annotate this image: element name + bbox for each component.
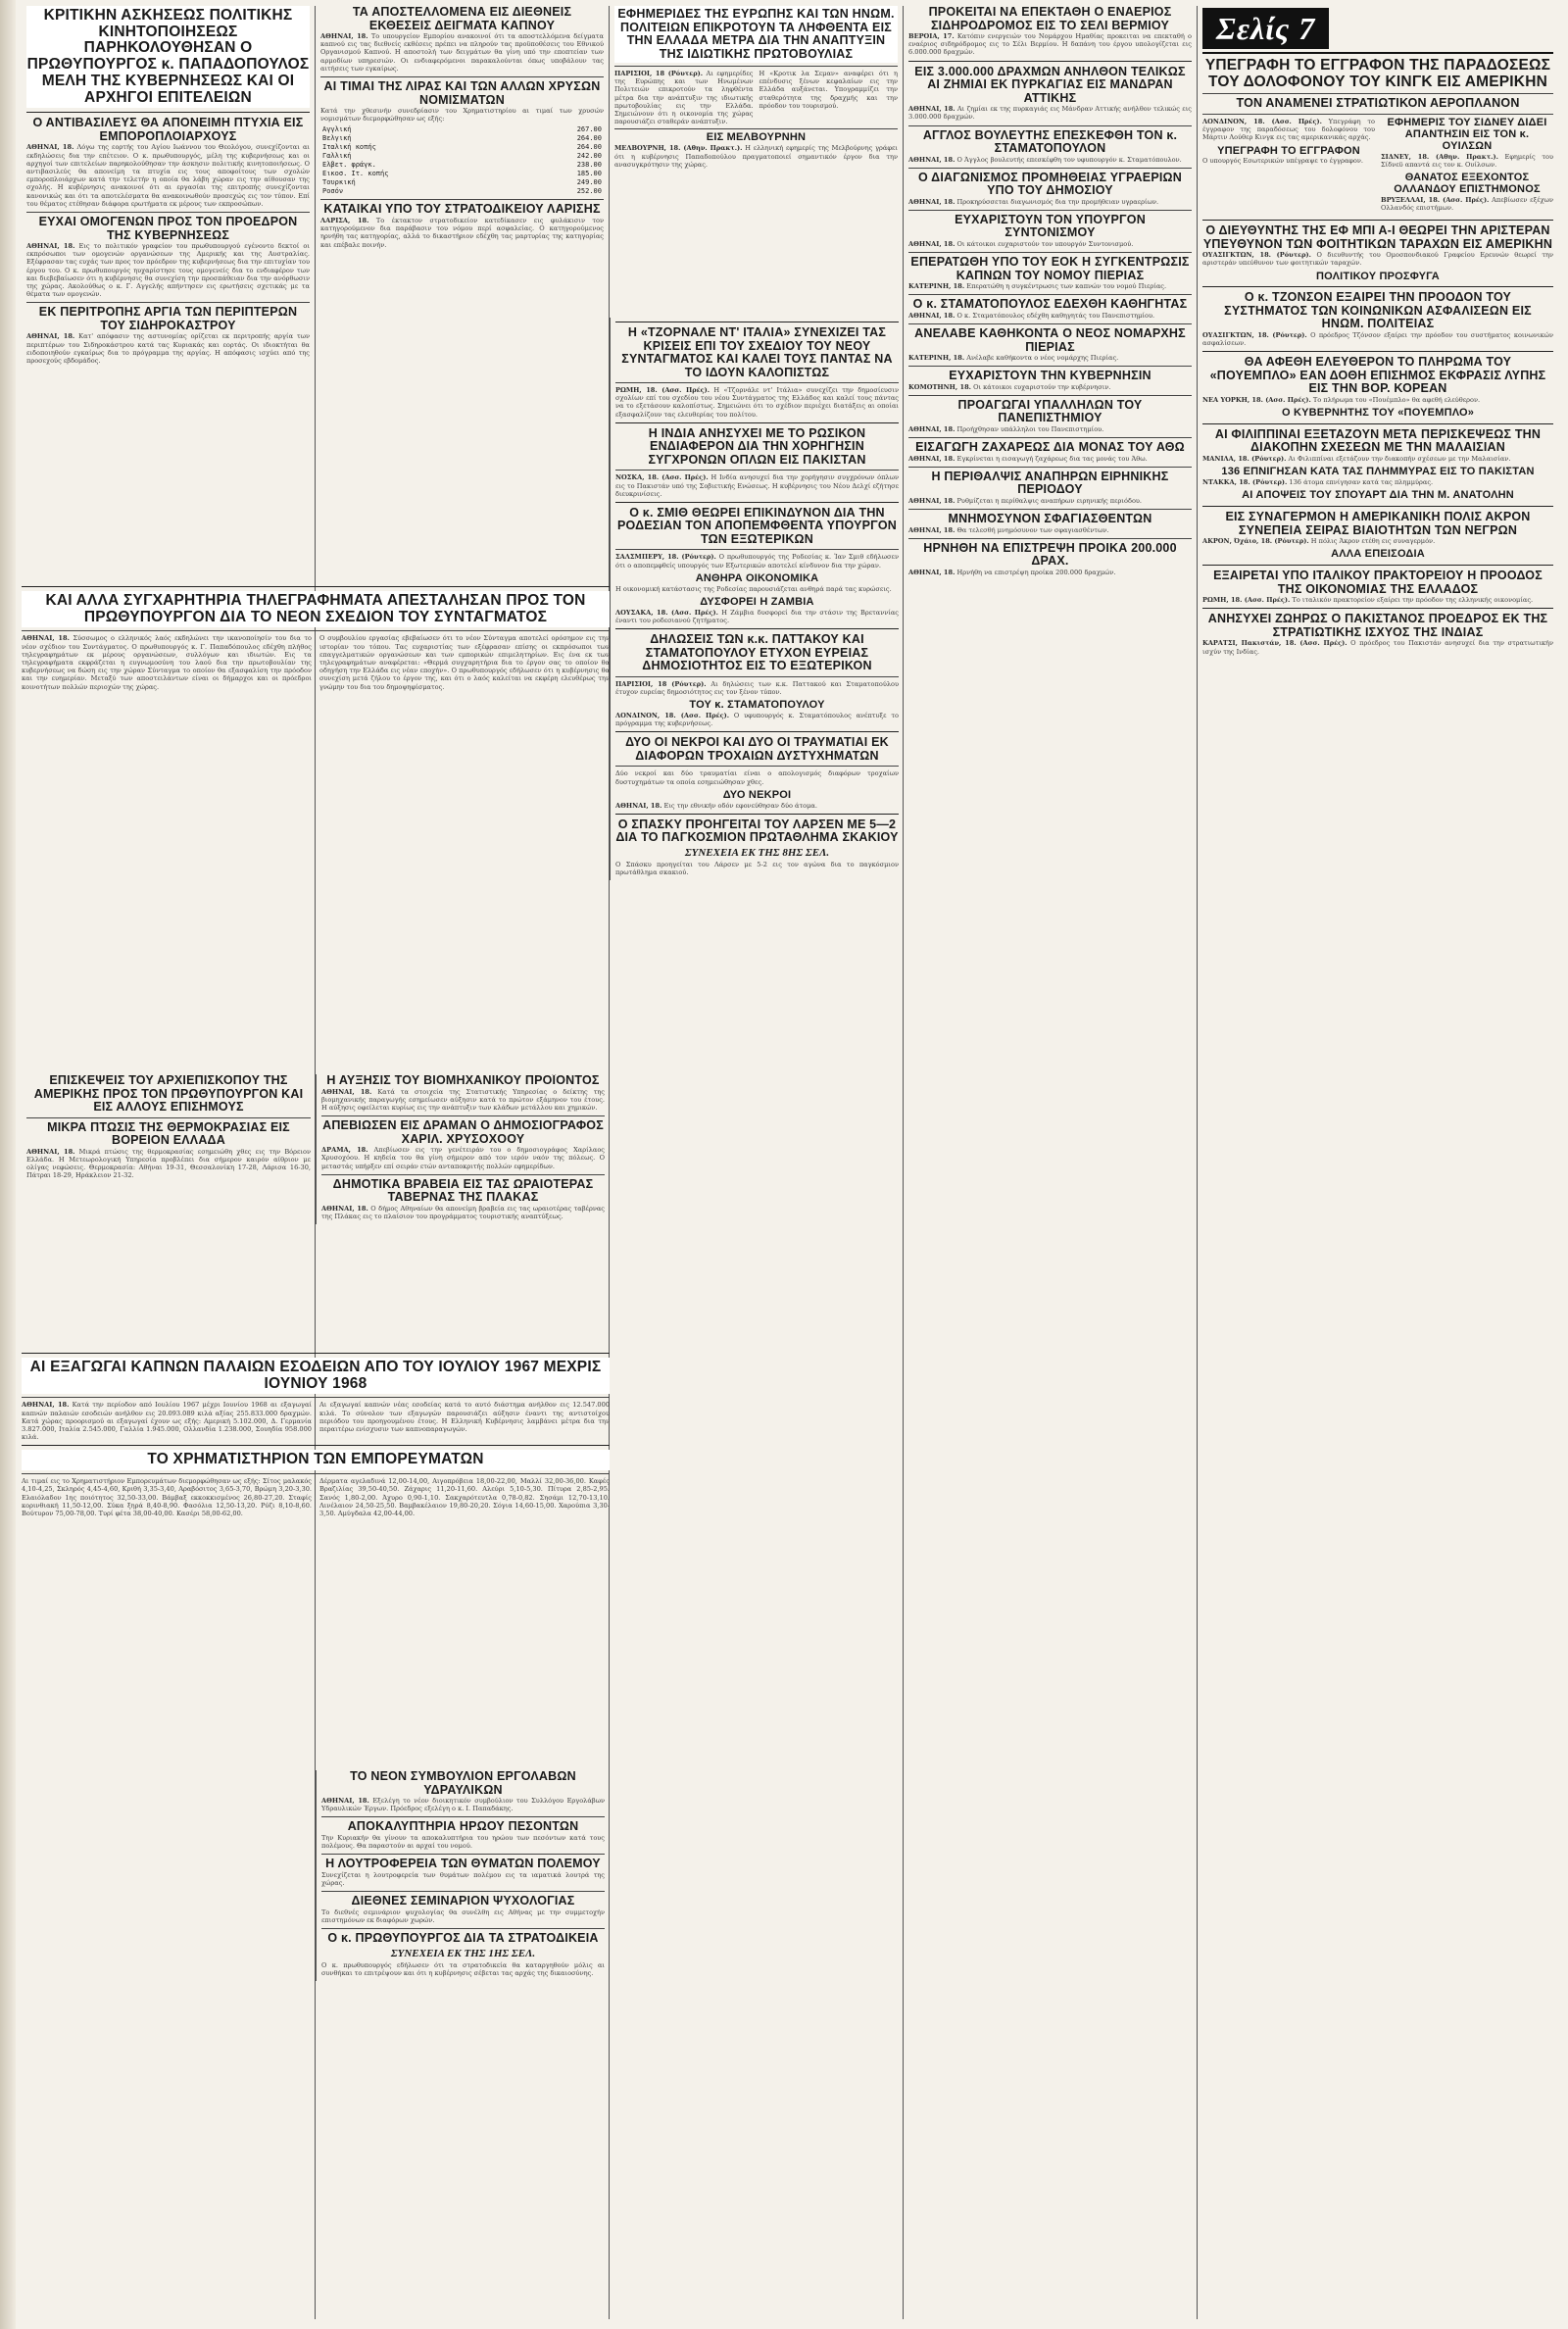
coin-price: 238.00 bbox=[576, 161, 602, 170]
headline-fbi-director: Ο ΔΙΕΥΘΥΝΤΗΣ ΤΗΣ ΕΦ ΜΠΙ Α-Ι ΘΕΩΡΕΙ ΤΗΝ ΑΡΙΣΤΕΡΑΝ ΥΠΕΥΘΥΝΟΝ ΤΩΝ ΦΟΙΤΗΤΙΚΩΝ ΤΑΡΑΧΩΝ ΕΙΣ ΑΜΕΡΙΚΗΝ bbox=[1202, 223, 1553, 251]
headline-king-extradition: ΥΠΕΓΡΑΦΗ ΤΟ ΕΓΓΡΑΦΟΝ ΤΗΣ ΠΑΡΑΔΟΣΕΩΣ ΤΟΥ ΔΟΛΟΦΟΝΟΥ ΤΟΥ ΚΙΝΓΚ ΕΙΣ ΑΜΕΡΙΚΗΝ bbox=[1204, 57, 1551, 90]
headline-thank-government: ΕΥΧΑΡΙΣΤΟΥΝ ΤΗΝ ΚΥΒΕΡΝΗΣΙΝ bbox=[949, 369, 1152, 383]
price-row bbox=[320, 152, 604, 161]
headline-italian-agency: ΕΞΑΙΡΕΤΑΙ ΥΠΟ ΙΤΑΛΙΚΟΥ ΠΡΑΚΤΟΡΕΙΟΥ Η ΠΡΟΟΔΟΣ ΤΗΣ ΟΙΚΟΝΟΜΙΑΣ ΤΗΣ ΕΛΛΑΔΟΣ bbox=[1213, 569, 1543, 596]
subheadline-zambia: ΔΥΣΦΟΡΕΙ Η ΖΑΜΒΙΑ bbox=[700, 595, 814, 608]
coin-name: Ροσόν bbox=[322, 187, 344, 196]
subheadline-war-victims: Η ΛΟΥΤΡΟΦΕΡΕΙΑ ΤΩΝ ΘΥΜΑΤΩΝ ΠΟΛΕΜΟΥ bbox=[325, 1857, 601, 1871]
headline-sugar-athos: ΕΙΣΑΓΩΓΗ ΖΑΧΑΡΕΩΣ ΔΙΑ ΜΟΝΑΣ ΤΟΥ ΑΘΩ bbox=[915, 440, 1185, 455]
continuation-label: ΣΥΝΕΧΕΙΑ ΕΚ ΤΗΣ 8ΗΣ ΣΕΛ. bbox=[684, 846, 830, 859]
headline-archbishop: ΕΠΙΣΚΕΨΕΙΣ ΤΟΥ ΑΡΧΙΕΠΙΣΚΟΠΟΥ ΤΗΣ ΑΜΕΡΙΚΗΣ ΠΡΟΣ ΤΟΝ ΠΡΩΘΥΠΟΥΡΓΟΝ ΚΑΙ ΕΙΣ ΑΛΛΟΥΣ ΕΠΙΣΗΜΟΥΣ bbox=[33, 1074, 304, 1114]
coin-price: 264.00 bbox=[576, 143, 602, 152]
headline-british-mp: ΑΓΓΛΟΣ ΒΟΥΛΕΥΤΗΣ ΕΠΕΣΚΕΦΘΗ ΤΟΝ κ. ΣΤΑΜΑΤΟΠΟΥΛΟΝ bbox=[922, 127, 1178, 156]
headline-thank-minister: ΕΥΧΑΡΙΣΤΟΥΝ ΤΟΝ ΥΠΟΥΡΓΟΝ ΣΥΝΤΟΝΙΣΜΟΥ bbox=[955, 212, 1146, 240]
headline-disabled-care: Η ΠΕΡΙΘΑΛΨΙΣ ΑΝΑΠΗΡΩΝ ΕΙΡΗΝΙΚΗΣ ΠΕΡΙΟΔΟΥ bbox=[931, 469, 1169, 497]
subheadline-pm-courts: Ο κ. ΠΡΩΘΥΠΟΥΡΓΟΣ ΔΙΑ ΤΑ ΣΤΡΑΤΟΔΙΚΕΙΑ bbox=[327, 1931, 599, 1946]
subheadline-signed: ΥΠΕΓΡΑΦΗ ΤΟ ΕΓΓΡΑΦΟΝ bbox=[1217, 144, 1360, 157]
headline-fire-damages: ΕΙΣ 3.000.000 ΔΡΑΧΜΩΝ ΑΝΗΛΘΟΝ ΤΕΛΙΚΩΣ ΑΙ ΖΗΜΙΑΙ ΕΚ ΠΥΡΚΑΓΙΑΣ ΕΙΣ ΜΑΝΔΡΑΝ ΑΤΤΙΚΗΣ bbox=[914, 64, 1186, 105]
article-body: ΑΘΗΝΑΙ, 18. Το υπουργείον Εμπορίου ανακοινοί ότι τα αποστελλόμενα δείγματα καπνού εις τας διεθνείς εκθέσεις πρέπει να πληρούν τας προϋποθέσεις του Εθνικού Οργανισμού Καπνού. Η αποστολή των δειγμάτων θα γίνη υπό την εποπτείαν των αρμοδίων υπηρεσιών. Οι ενδιαφερόμενοι παρακαλούνται όπως υποβάλουν τας αιτήσεις των εγκαίρως. bbox=[320, 32, 604, 73]
continuation-label: ΣΥΝΕΧΕΙΑ ΕΚ ΤΗΣ 1ΗΣ ΣΕΛ. bbox=[390, 1947, 536, 1959]
coin-name: Γαλλική bbox=[322, 152, 352, 161]
coin-name: Βελγική bbox=[322, 134, 352, 143]
subheadline-pueblo-captain: Ο ΚΥΒΕΡΝΗΤΗΣ ΤΟΥ «ΠΟΥΕΜΠΛΟ» bbox=[1281, 407, 1475, 420]
coin-price: 267.00 bbox=[576, 125, 602, 134]
headline-stamatopoulos-professors: Ο κ. ΣΤΑΜΑΤΟΠΟΥΛΟΣ ΕΔΕΧΘΗ ΚΑΘΗΓΗΤΑΣ bbox=[912, 297, 1188, 312]
article-body: ΛΑΡΙΣΑ, 18. Το έκτακτον στρατοδικείον κατεδίκασεν εις φυλάκισιν τον κατηγορούμενον δια παράβασιν του νόμου περί ασφαλείας. Ο κατηγορούμενος ηρνήθη τας κατηγορίας, αλλά το δικαστήριον εδέχθη τας μαρτυρίας της κατηγορίας και επέβαλε ποινήν. bbox=[320, 216, 604, 249]
subheadline-tobacco-samples: ΤΑ ΑΠΟΣΤΕΛΛΟΜΕΝΑ ΕΙΣ ΔΙΕΘΝΕΙΣ ΕΚΘΕΣΕΙΣ ΔΕΙΓΜΑΤΑ ΚΑΠΝΟΥ bbox=[352, 6, 572, 32]
headline-india-russia: Η ΙΝΔΙΑ ΑΝΗΣΥΧΕΙ ΜΕ ΤΟ ΡΩΣΙΚΟΝ ΕΝΔΙΑΦΕΡΟΝ ΔΙΑ ΤΗΝ ΧΟΡΗΓΗΣΙΝ ΣΥΓΧΡΟΝΩΝ ΟΠΛΩΝ ΕΙΣ ΠΑΚΙΣΤΑΝ bbox=[648, 425, 866, 467]
subheadline-two-dead: ΔΥΟ ΝΕΚΡΟΙ bbox=[722, 788, 792, 801]
price-row bbox=[320, 134, 604, 143]
headline-gas-tender: Ο ΔΙΑΓΩΝΙΣΜΟΣ ΠΡΟΜΗΘΕΙΑΣ ΥΓΡΑΕΡΙΩΝ ΥΠΟ ΤΟΥ ΔΗΜΟΣΙΟΥ bbox=[918, 170, 1182, 198]
coin-price: 185.00 bbox=[576, 170, 602, 178]
headline-university-staff: ΠΡΟΑΓΩΓΑΙ ΥΠΑΛΛΗΛΩΝ ΤΟΥ ΠΑΝΕΠΙΣΤΗΜΙΟΥ bbox=[957, 397, 1143, 425]
subheadline-stewart: ΑΙ ΑΠΟΨΕΙΣ ΤΟΥ ΣΠΟΥΑΡΤ ΔΙΑ ΤΗΝ Μ. ΑΝΑΤΟΛΗΝ bbox=[1242, 489, 1514, 502]
subheadline-refugee: ΠΟΛΙΤΙΚΟΥ ΠΡΟΣΦΥΓΑ bbox=[1316, 270, 1440, 282]
column-3-stack: Η «ΤΖΟΡΝΑΛΕ ΝΤ' ΙΤΑΛΙΑ» ΣΥΝΕΧΙΖΕΙ ΤΑΣ ΚΡΙΣΕΙΣ ΕΠΙ ΤΟΥ ΣΧΕΔΙΟΥ ΤΟΥ ΝΕΟΥ ΣΥΝΤΑΓΜΑΤΟΣ ΚΑΙ ΚΑΛΕΙ ΤΟΥΣ ΠΑΝΤΑΣ ΝΑ ΤΟ ΙΔΟΥΝ ΚΑΛΟΠΙΣΤΩΣ ΡΩΜΗ, 18. (Ασσ. Πρές). Η «Τζορνάλε ντ' Ιτάλια» συνεχίζει την δημοσίευσιν σχολίων επί του σχεδίου του νέου Συντάγματος της Ελλάδος και καλεί τους πάντας να το εξετάσουν καλοπίστως. Σημειώνει ότι το σχέδιον περιέχει διατάξεις αι οποίαι εξασφαλίζουν τας ελευθερίας του πολίτου. Η ΙΝΔΙΑ ΑΝΗΣΥΧΕΙ ΜΕ ΤΟ ΡΩΣΙΚΟΝ ΕΝΔΙΑΦΕΡΟΝ ΔΙΑ ΤΗΝ ΧΟΡΗΓΗΣΙΝ ΣΥΓΧΡΟΝΩΝ ΟΠΛΩΝ ΕΙΣ ΠΑΚΙΣΤΑΝ ΝΟΣΚΑ, 18. (Ασσ. Πρές). Η Ινδία ανησυχεί δια την χορήγησιν συγχρόνων όπλων εις το Πακιστάν υπό της Σοβιετικής Ενώσεως. Η κυβέρνησις του Νέου Δελχί εζήτησε διευκρινίσεις. Ο κ. ΣΜΙΘ ΘΕΩΡΕΙ ΕΠΙΚΙΝΔΥΝΟΝ ΔΙΑ ΤΗΝ ΡΟΔΕΣΙΑΝ ΤΟΝ ΑΠΟΠΕΜΦΘΕΝΤΑ ΥΠΟΥΡΓΟΝ ΤΩΝ ΕΞΩΤΕΡΙΚΩΝ ΣΑΛΣΜΠΕΡΥ, 18. (Ρόυτερ). Ο πρωθυπουργός της Ροδεσίας κ. Ίαν Σμιθ εδήλωσεν ότι ο αποπεμφθείς υπουργός των Εξωτερικών αποτελεί κίνδυνον δια την χώραν. ΑΝΘΗΡΑ ΟΙΚΟΝΟΜΙΚΑ Η οικονομική κατάστασις της Ροδεσίας παρουσιάζεται ανθηρά παρά τας κυρώσεις. ΔΥΣΦΟΡΕΙ Η ΖΑΜΒΙΑ ΛΟΥΣΑΚΑ, 18. (Ασσ. Πρές). Η Ζάμβια δυσφορεί δια την στάσιν της Βρεταννίας έναντι του ροδεσιανού ζητήματος. ΔΗΛΩΣΕΙΣ ΤΩΝ κ.κ. ΠΑΤΤΑΚΟΥ ΚΑΙ ΣΤΑΜΑΤΟΠΟΥΛΟΥ ΕΤΥΧΟΝ ΕΥΡΕΙΑΣ ΔΗΜΟΣΙΟΤΗΤΟΣ ΕΙΣ ΤΟ ΕΞΩΤΕΡΙΚΟΝ ΠΑΡΙΣΙΟΙ, 18 (Ρόυτερ). Αι δηλώσεις των κ.κ. Παττακού και Σταματοπούλου έτυχον ευρείας δημοσιότητος εις τον ξένον τύπον. ΤΟΥ κ. ΣΤΑΜΑΤΟΠΟΥΛΟΥ ΛΟΝΔΙΝΟΝ, 18. (Ασσ. Πρές). Ο υφυπουργός κ. Σταματόπουλος ανέπτυξε το πρόγραμμα της κυβερνήσεως. ΔΥΟ ΟΙ ΝΕΚΡΟΙ ΚΑΙ ΔΥΟ ΟΙ ΤΡΑΥΜΑΤΙΑΙ ΕΚ ΔΙΑΦΟΡΩΝ ΤΡΟΧΑΙΩΝ ΔΥΣΤΥΧΗΜΑΤΩΝ Δύο νεκροί και δύο τραυματίαι είναι ο απολογισμός διαφόρων τροχαίων δυστυχημάτων τα οποία εσημειώθησαν χθες. ΔΥΟ ΝΕΚΡΟΙ ΑΘΗΝΑΙ, 18. Εις την εθνικήν οδόν εφονεύθησαν δύο άτομα. Ο ΣΠΑΣΚΥ ΠΡΟΗΓΕΙΤΑΙ ΤΟΥ ΛΑΡΣΕΝ ΜΕ 5—2 ΔΙΑ ΤΟ ΠΑΓΚΟΣΜΙΟΝ ΠΡΩΤΑΘΛΗΜΑ ΣΚΑΚΙΟΥ ΣΥΝΕΧΕΙΑ ΕΚ ΤΗΣ 8ΗΣ ΣΕΛ. Ο Σπάσκυ προηγείται του Λάρσεν με 5-2 εις τον αγώνα δια το παγκόσμιον πρωτάθλημα σκακιού. bbox=[610, 318, 904, 880]
headline-pakistan-india: ΑΝΗΣΥΧΕΙ ΖΩΗΡΩΣ Ο ΠΑΚΙΣΤΑΝΟΣ ΠΡΟΕΔΡΟΣ ΕΚ ΤΗΣ ΣΤΡΑΤΙΩΤΙΚΗΣ ΙΣΧΥΟΣ ΤΗΣ ΙΝΔΙΑΣ bbox=[1207, 612, 1548, 639]
price-row bbox=[320, 143, 604, 152]
headline-spassky-chess: Ο ΣΠΑΣΚΥ ΠΡΟΗΓΕΙΤΑΙ ΤΟΥ ΛΑΡΣΕΝ ΜΕ 5—2 ΔΙΑ ΤΟ ΠΑΓΚΟΣΜΙΟΝ ΠΡΩΤΑΘΛΗΜΑ ΣΚΑΚΙΟΥ bbox=[615, 817, 899, 845]
headline-johnson-insurance: Ο κ. ΤΖΟΝΣΟΝ ΕΞΑΙΡΕΙ ΤΗΝ ΠΡΟΟΔΟΝ ΤΟΥ ΣΥΣΤΗΜΑΤΟΣ ΤΩΝ ΚΟΙΝΩΝΙΚΩΝ ΑΣΦΑΛΙΣΕΩΝ ΕΙΣ ΗΝΩΜ. ΠΟΛΙΤΕΙΑΣ bbox=[1224, 290, 1532, 331]
coin-name: Τουρκική bbox=[322, 178, 356, 187]
coin-price: 249.00 bbox=[576, 178, 602, 187]
subheadline-tavernas: ΔΗΜΟΤΙΚΑ ΒΡΑΒΕΙΑ ΕΙΣ ΤΑΣ ΩΡΑΙΟΤΕΡΑΣ ΤΑΒΕΡΝΑΣ ΤΗΣ ΠΛΑΚΑΣ bbox=[332, 1176, 594, 1205]
subheadline-court: ΚΑΤΑΙΚΑΙ ΥΠΟ ΤΟΥ ΣΤΡΑΤΟΔΙΚΕΙΟΥ ΛΑΡΙΣΗΣ bbox=[323, 202, 601, 217]
article-body: ΑΘΗΝΑΙ, 18. Λόγω της εορτής του Αγίου Ιωάννου του Θεολόγου, συνεχίζονται αι εκδηλώσεις δια την επέτειον. Ο κ. πρωθυπουργός, μέλη της κυβερνήσεως και οι αρχηγοί των επιτελείων παρηκολούθησαν την άσκησιν πολιτικής κινητοποιήσεως. Ο αντιβασιλεύς θα απονείμη τα πτυχία εις τους αποφοίτους των σχολών εμποροπλοιάρχων κατά την τελετήν η οποία θα λάβη χώραν εις την αίθουσαν της σχολής. Η κυβέρνησις ανακοινοί ότι αι εργασίαι της επιτροπής συνεχίζονται κανονικώς και ότι τα αποτελέσματα θα ανακοινωθούν προσεχώς εις τον τύπον. Επί του θέματος ετέθησαν διάφορα ερωτήματα εκ μέρους των εκπροσώπων. bbox=[26, 143, 310, 208]
article-body: Κατά την χθεσινήν συνεδρίασιν του Χρηματιστηρίου αι τιμαί των χρυσών νομισμάτων διεμορφώθησαν ως εξής: bbox=[320, 107, 604, 124]
headline-tobacco-pieria: ΕΠΕΡΑΤΩΘΗ ΥΠΟ ΤΟΥ ΕΟΚ Η ΣΥΓΚΕΝΤΡΩΣΙΣ ΚΑΠΝΩΝ ΤΟΥ ΝΟΜΟΥ ΠΙΕΡΙΑΣ bbox=[910, 255, 1190, 282]
subheadline-temperature: ΜΙΚΡΑ ΠΤΩΣΙΣ ΤΗΣ ΘΕΡΜΟΚΡΑΣΙΑΣ ΕΙΣ ΒΟΡΕΙΟΝ ΕΛΛΑΔΑ bbox=[47, 1119, 290, 1147]
headline-pueblo: ΘΑ ΑΦΕΘΗ ΕΛΕΥΘΕΡΟΝ ΤΟ ΠΛΗΡΩΜΑ ΤΟΥ «ΠΟΥΕΜΠΛΟ» ΕΑΝ ΔΟΘΗ ΕΠΙΣΗΜΟΣ ΕΚΦΡΑΣΙΣ ΛΥΠΗΣ ΕΙΣ ΤΗΝ ΒΟΡ. ΚΟΡΕΑΝ bbox=[1209, 355, 1546, 396]
headline-philippines: ΑΙ ΦΙΛΙΠΠΙΝΑΙ ΕΞΕΤΑΖΟΥΝ ΜΕΤΑ ΠΕΡΙΣΚΕΨΕΩΣ ΤΗΝ ΔΙΑΚΟΠΗΝ ΣΧΕΣΕΩΝ ΜΕ ΤΗΝ ΜΑΛΑΙΣΙΑΝ bbox=[1214, 426, 1542, 455]
price-row bbox=[320, 161, 604, 170]
subheadline-plumbers: ΤΟ ΝΕΟΝ ΣΥΜΒΟΥΛΙΟΝ ΕΡΓΟΛΑΒΩΝ ΥΔΡΑΥΛΙΚΩΝ bbox=[350, 1770, 576, 1797]
subheadline-psychology: ΔΙΕΘΝΕΣ ΣΕΜΙΝΑΡΙΟΝ ΨΥΧΟΛΟΓΙΑΣ bbox=[351, 1894, 575, 1908]
column-3: ΕΦΗΜΕΡΙΔΕΣ ΤΗΣ ΕΥΡΩΠΗΣ ΚΑΙ ΤΩΝ ΗΝΩΜ. ΠΟΛΙΤΕΙΩΝ ΕΠΙΚΡΟΤΟΥΝ ΤΑ ΛΗΦΘΕΝΤΑ ΕΙΣ ΤΗΝ ΕΛΛΑΔΑ ΜΕΤΡΑ ΔΙΑ ΤΗΝ ΑΝΑΠΤΥΞΙΝ ΤΗΣ ΙΔΙΩΤΙΚΗΣ ΠΡΩΤΟΒΟΥΛΙΑΣ ΠΑΡΙΣΙΟΙ, 18 (Ρόυτερ). Αι εφημερίδες της Ευρώπης και των Ηνωμένων Πολιτειών επικροτούν τα ληφθέντα μέτρα δια την ανάπτυξιν της ιδιωτικής πρωτοβουλίας εις την Ελλάδα. Σημειώνουν ότι η οικονομία της χώρας παρουσιάζει σταθεράν ανάπτυξιν. Η «Κροτικ λα Σεμαν» αναφέρει ότι η επένδυσις ξένων κεφαλαίων εις την Ελλάδα αυξάνεται. Υπογραμμίζει την σταθερότητα της δραχμής και την πρόοδον του τουρισμού. ΕΙΣ ΜΕΛΒΟΥΡΝΗΝ ΜΕΛΒΟΥΡΝΗ, 18. (Αθην. Πρακτ.). Η ελληνική εφημερίς της Μελβούρνης γράφει ότι η κυβέρνησις Παπαδοπούλου πραγματοποιεί σημαντικόν έργον δια την ανασυγκρότησιν της χώρας. bbox=[610, 6, 904, 2319]
price-row bbox=[320, 187, 604, 196]
subheadline-melbourne: ΕΙΣ ΜΕΛΒΟΥΡΝΗΝ bbox=[706, 131, 807, 144]
headline-dowry: ΗΡΝΗΘΗ ΝΑ ΕΠΙΣΤΡΕΨΗ ΠΡΟΙΚΑ 200.000 ΔΡΑΧ. bbox=[923, 540, 1177, 569]
headline-pattakos-statements: ΔΗΛΩΣΕΙΣ ΤΩΝ κ.κ. ΠΑΤΤΑΚΟΥ ΚΑΙ ΣΤΑΜΑΤΟΠΟΥΛΟΥ ΕΤΥΧΟΝ ΕΥΡΕΙΑΣ ΔΗΜΟΣΙΟΤΗΤΟΣ ΕΙΣ ΤΟ ΕΞΩΤΕΡΙΚΟΝ bbox=[642, 632, 872, 673]
price-row bbox=[320, 125, 604, 134]
coin-name: Ιταλική κοπής bbox=[322, 143, 376, 152]
coin-name: Αγγλική bbox=[322, 125, 352, 134]
coin-name: Ελβετ. φράγκ. bbox=[322, 161, 376, 170]
headline-telegrams: ΚΑΙ ΑΛΛΑ ΣΥΓΧΑΡΗΤΗΡΙΑ ΤΗΛΕΓΡΑΦΗΜΑΤΑ ΑΠΕΣΤΑΛΗΣΑΝ ΠΡΟΣ ΤΟΝ ΠΡΩΘΥΠΟΥΡΓΟΝ ΔΙΑ ΤΟ ΝΕΟΝ ΣΧΕΔΙΟΝ ΤΟΥ ΣΥΝΤΑΓΜΑΤΟΣ bbox=[22, 591, 610, 627]
coin-name: Εικοσ. Ιτ. κοπής bbox=[322, 170, 389, 178]
subheadline-sydney-paper: ΕΦΗΜΕΡΙΣ ΤΟΥ ΣΙΔΝΕΥ ΔΙΔΕΙ ΑΠΑΝΤΗΣΙΝ ΕΙΣ ΤΟΝ κ. ΟΥΙΛΣΩΝ bbox=[1387, 116, 1547, 152]
price-row bbox=[320, 170, 604, 178]
column-2-lower: ΤΟ ΝΕΟΝ ΣΥΜΒΟΥΛΙΟΝ ΕΡΓΟΛΑΒΩΝ ΥΔΡΑΥΛΙΚΩΝ ΑΘΗΝΑΙ, 18. Εξελέγη το νέον διοικητικόν συμβούλιον του Συλλόγου Εργολάβων Υδραυλικών Έργων. Πρόεδρος εξελέγη ο κ. Ι. Παπαδάκης. ΑΠΟΚΑΛΥΠΤΗΡΙΑ ΗΡΩΟΥ ΠΕΣΟΝΤΩΝ Την Κυριακήν θα γίνουν τα αποκαλυπτήρια του ηρώου των πεσόντων κατά τους πολέμους. Θα παραστούν αι αρχαί του νομού. Η ΛΟΥΤΡΟΦΕΡΕΙΑ ΤΩΝ ΘΥΜΑΤΩΝ ΠΟΛΕΜΟΥ Συνεχίζεται η λουτροφερεία των θυμάτων πολέμου εις τα ιαματικά λουτρά της χώρας. ΔΙΕΘΝΕΣ ΣΕΜΙΝΑΡΙΟΝ ΨΥΧΟΛΟΓΙΑΣ Το διεθνές σεμινάριον ψυχολογίας θα συνέλθη εις Αθήνας με την συμμετοχήν επιστημόνων εκ διαφόρων χωρών. Ο κ. ΠΡΩΘΥΠΟΥΡΓΟΣ ΔΙΑ ΤΑ ΣΤΡΑΤΟΔΙΚΕΙΑ ΣΥΝΕΧΕΙΑ ΕΚ ΤΗΣ 1ΗΣ ΣΕΛ. Ο κ. πρωθυπουργός εδήλωσεν ότι τα στρατοδικεία θα καταργηθούν μόλις αι συνθήκαι το επιτρέψουν και ότι η κυβέρνησις σέβεται τας αρχάς της δικαιοσύνης. bbox=[316, 1770, 610, 1981]
coin-price: 264.00 bbox=[576, 134, 602, 143]
page-badge bbox=[1202, 8, 1553, 54]
subheadline-industry: Η ΑΥΞΗΣΙΣ ΤΟΥ ΒΙΟΜΗΧΑΝΙΚΟΥ ΠΡΟΪΟΝΤΟΣ bbox=[326, 1074, 600, 1087]
headline-smith-rhodesia: Ο κ. ΣΜΙΘ ΘΕΩΡΕΙ ΕΠΙΚΙΝΔΥΝΟΝ ΔΙΑ ΤΗΝ ΡΟΔΕΣΙΑΝ ΤΟΝ ΑΠΟΠΕΜΦΘΕΝΤΑ ΥΠΟΥΡΓΟΝ ΤΩΝ ΕΞΩΤΕΡΙΚΩΝ bbox=[616, 505, 898, 546]
column-1-middle: ΕΠΙΣΚΕΨΕΙΣ ΤΟΥ ΑΡΧΙΕΠΙΣΚΟΠΟΥ ΤΗΣ ΑΜΕΡΙΚΗΣ ΠΡΟΣ ΤΟΝ ΠΡΩΘΥΠΟΥΡΓΟΝ ΚΑΙ ΕΙΣ ΑΛΛΟΥΣ ΕΠΙΣΗΜΟΥΣ ΜΙΚΡΑ ΠΤΩΣΙΣ ΤΗΣ ΘΕΡΜΟΚΡΑΣΙΑΣ ΕΙΣ ΒΟΡΕΙΟΝ ΕΛΛΑΔΑ ΑΘΗΝΑΙ, 18. Μικρά πτώσις της θερμοκρασίας εσημειώθη χθες εις την Βόρειον Ελλάδα. Η Μετεωρολογική Υπηρεσία προβλέπει δια σήμερον καιρόν αίθριον με ολίγας νεφώσεις. Θερμοκρασία: Αθήναι 19-31, Θεσσαλονίκη 17-28, Λάρισα 16-30, Πάτραι 18-29, Ηράκλειον 21-32. bbox=[26, 1074, 311, 1180]
coin-price: 242.00 bbox=[576, 152, 602, 161]
subheadline-journalist: ΑΠΕΒΙΩΣΕΝ ΕΙΣ ΔΡΑΜΑΝ Ο ΔΗΜΟΣΙΟΓΡΑΦΟΣ ΧΑΡΙΛ. ΧΡΥΣΟΧΟΟΥ bbox=[322, 1118, 604, 1146]
column-2-middle: Η ΑΥΞΗΣΙΣ ΤΟΥ ΒΙΟΜΗΧΑΝΙΚΟΥ ΠΡΟΪΟΝΤΟΣ ΑΘΗΝΑΙ, 18. Κατά τα στοιχεία της Στατιστικής Υπηρεσίας ο δείκτης της βιομηχανικής παραγωγής εσημείωσεν αύξησιν κατά το πρώτον εξάμηνον του έτους. Η αύξησις οφείλεται κυρίως εις την ανάπτυξιν των κλάδων μετάλλου και χημικών. ΑΠΕΒΙΩΣΕΝ ΕΙΣ ΔΡΑΜΑΝ Ο ΔΗΜΟΣΙΟΓΡΑΦΟΣ ΧΑΡΙΛ. ΧΡΥΣΟΧΟΟΥ ΔΡΑΜΑ, 18. Απεβίωσεν εις την γενέτειράν του ο δημοσιογράφος Χαρίλαος Χρυσοχόου. Η κηδεία του θα γίνη σήμερον από τον ιερόν ναόν της πόλεως. Ο μεταστάς υπήρξεν επί σειράν ετών ανταποκριτής πολλών εφημερίδων. ΔΗΜΟΤΙΚΑ ΒΡΑΒΕΙΑ ΕΙΣ ΤΑΣ ΩΡΑΙΟΤΕΡΑΣ ΤΑΒΕΡΝΑΣ ΤΗΣ ΠΛΑΚΑΣ ΑΘΗΝΑΙ, 18. Ο δήμος Αθηναίων θα απονείμη βραβεία εις τας ωραιοτέρας ταβέρνας της Πλάκας εις το πλαίσιον του προγράμματος τουριστικής αναπτύξεως. bbox=[316, 1074, 610, 1224]
coin-price: 252.00 bbox=[576, 187, 602, 196]
headline-cable-railway: ΠΡΟΚΕΙΤΑΙ ΝΑ ΕΠΕΚΤΑΘΗ Ο ΕΝΑΕΡΙΟΣ ΣΙΔΗΡΟΔΡΟΜΟΣ ΕΙΣ ΤΟ ΣΕΛΙ ΒΕΡΜΙΟΥ bbox=[928, 6, 1172, 32]
subheadline-pakistan-floods: 136 ΕΠΝΙΓΗΣΑΝ ΚΑΤΑ ΤΑΣ ΠΛΗΜΜΥΡΑΣ ΕΙΣ ΤΟ ΠΑΚΙΣΤΑΝ bbox=[1221, 466, 1535, 478]
headline-new-prefect: ΑΝΕΛΑΒΕ ΚΑΘΗΚΟΝΤΑ Ο ΝΕΟΣ ΝΟΜΑΡΧΗΣ ΠΙΕΡΙΑΣ bbox=[914, 326, 1186, 354]
page-binding-edge bbox=[0, 0, 16, 2329]
headline-memorial: ΜΝΗΜΟΣΥΝΟΝ ΣΦΑΓΙΑΣΘΕΝΤΩΝ bbox=[948, 512, 1152, 526]
subheadline-stamatopoulos: ΤΟΥ κ. ΣΤΑΜΑΤΟΠΟΥΛΟΥ bbox=[689, 699, 825, 712]
headline-giornale-italia: Η «ΤΖΟΡΝΑΛΕ ΝΤ' ΙΤΑΛΙΑ» ΣΥΝΕΧΙΖΕΙ ΤΑΣ ΚΡΙΣΕΙΣ ΕΠΙ ΤΟΥ ΣΧΕΔΙΟΥ ΤΟΥ ΝΕΟΥ ΣΥΝΤΑΓΜΑΤΟΣ ΚΑΙ ΚΑΛΕΙ ΤΟΥΣ ΠΑΝΤΑΣ ΝΑ ΤΟ ΙΔΟΥΝ ΚΑΛΟΠΙΣΤΩΣ bbox=[621, 325, 893, 379]
newspaper-page bbox=[22, 6, 1558, 2319]
headline-tobacco-exports: ΑΙ ΕΞΑΓΩΓΑΙ ΚΑΠΝΩΝ ΠΑΛΑΙΩΝ ΕΣΟΔΕΙΩΝ ΑΠΟ ΤΟΥ ΙΟΥΛΙΟΥ 1967 ΜΕΧΡΙΣ ΙΟΥΝΙΟΥ 1968 bbox=[22, 1358, 610, 1394]
headline-commodity-exchange: ΤΟ ΧΡΗΜΑΤΙΣΤΗΡΙΟΝ ΤΩΝ ΕΜΠΟΡΕΥΜΑΤΩΝ bbox=[22, 1450, 610, 1470]
subheadline-gold-prices: ΑΙ ΤΙΜΑΙ ΤΗΣ ΛΙΡΑΣ ΚΑΙ ΤΩΝ ΑΛΛΩΝ ΧΡΥΣΩΝ ΝΟΜΙΣΜΑΤΩΝ bbox=[323, 79, 601, 107]
column-5: Σελίς 7 ΥΠΕΓΡΑΦΗ ΤΟ ΕΓΓΡΑΦΟΝ ΤΗΣ ΠΑΡΑΔΟΣΕΩΣ ΤΟΥ ΔΟΛΟΦΟΝΟΥ ΤΟΥ ΚΙΝΓΚ ΕΙΣ ΑΜΕΡΙΚΗΝ ΤΟΝ ΑΝΑΜΕΝΕΙ ΣΤΡΑΤΙΩΤΙΚΟΝ ΑΕΡΟΠΛΑΝΟΝ ΛΟΝΔΙΝΟΝ, 18. (Ασσ. Πρές). Υπεγράφη το έγγραφον της παραδόσεως του δολοφόνου του Μάρτιν Λούθερ Κινγκ εις τας αμερικανικάς αρχάς. ΥΠΕΓΡΑΦΗ ΤΟ ΕΓΓΡΑΦΟΝ Ο υπουργός Εσωτερικών υπέγραψε το έγγραφον. ΕΦΗΜΕΡΙΣ ΤΟΥ ΣΙΔΝΕΥ ΔΙΔΕΙ ΑΠΑΝΤΗΣΙΝ ΕΙΣ ΤΟΝ κ. ΟΥΙΛΣΩΝ ΣΙΔΝΕΥ, 18. (Αθην. Πρακτ.). Εφημερίς του Σίδνεϋ απαντά εις τον κ. Ουίλσων. ΘΑΝΑΤΟΣ ΕΞΕΧΟΝΤΟΣ ΟΛΛΑΝΔΟΥ ΕΠΙΣΤΗΜΟΝΟΣ ΒΡΥΞΕΛΛΑΙ, 18. (Ασσ. Πρές). Απεβίωσεν εξέχων Ολλανδός επιστήμων. Ο ΔΙΕΥΘΥΝΤΗΣ ΤΗΣ ΕΦ ΜΠΙ Α-Ι ΘΕΩΡΕΙ ΤΗΝ ΑΡΙΣΤΕΡΑΝ ΥΠΕΥΘΥΝΟΝ ΤΩΝ ΦΟΙΤΗΤΙΚΩΝ ΤΑΡΑΧΩΝ ΕΙΣ ΑΜΕΡΙΚΗΝ ΟΥΑΣΙΓΚΤΩΝ, 18. (Ρόυτερ). Ο διευθυντής του Ομοσπονδιακού Γραφείου Ερευνών θεωρεί την αριστεράν υπεύθυνον των φοιτητικών ταραχών. ΠΟΛΙΤΙΚΟΥ ΠΡΟΣΦΥΓΑ Ο κ. ΤΖΟΝΣΟΝ ΕΞΑΙΡΕΙ ΤΗΝ ΠΡΟΟΔΟΝ ΤΟΥ ΣΥΣΤΗΜΑΤΟΣ ΤΩΝ ΚΟΙΝΩΝΙΚΩΝ ΑΣΦΑΛΙΣΕΩΝ ΕΙΣ ΗΝΩΜ. ΠΟΛΙΤΕΙΑΣ ΟΥΑΣΙΓΚΤΩΝ, 18. (Ρόυτερ). Ο πρόεδρος Τζόνσον εξαίρει την πρόοδον του συστήματος κοινωνικών ασφαλίσεων. ΘΑ ΑΦΕΘΗ ΕΛΕΥΘΕΡΟΝ ΤΟ ΠΛΗΡΩΜΑ ΤΟΥ «ΠΟΥΕΜΠΛΟ» ΕΑΝ ΔΟΘΗ ΕΠΙΣΗΜΟΣ ΕΚΦΡΑΣΙΣ ΛΥΠΗΣ ΕΙΣ ΤΗΝ ΒΟΡ. ΚΟΡΕΑΝ ΝΕΑ ΥΟΡΚΗ, 18. (Ασσ. Πρές). Το πλήρωμα του «Πουέμπλο» θα αφεθή ελεύθερον. Ο ΚΥΒΕΡΝΗΤΗΣ ΤΟΥ «ΠΟΥΕΜΠΛΟ» ΑΙ ΦΙΛΙΠΠΙΝΑΙ ΕΞΕΤΑΖΟΥΝ ΜΕΤΑ ΠΕΡΙΣΚΕΨΕΩΣ ΤΗΝ ΔΙΑΚΟΠΗΝ ΣΧΕΣΕΩΝ ΜΕ ΤΗΝ ΜΑΛΑΙΣΙΑΝ ΜΑΝΙΛΑ, 18. (Ρόυτερ). Αι Φιλιππίναι εξετάζουν την διακοπήν σχέσεων με την Μαλαισίαν. 136 ΕΠΝΙΓΗΣΑΝ ΚΑΤΑ ΤΑΣ ΠΛΗΜΜΥΡΑΣ ΕΙΣ ΤΟ ΠΑΚΙΣΤΑΝ ΝΤΑΚΚΑ, 18. (Ρόυτερ). 136 άτομα επνίγησαν κατά τας πλημμύρας. ΑΙ ΑΠΟΨΕΙΣ ΤΟΥ ΣΠΟΥΑΡΤ ΔΙΑ ΤΗΝ Μ. ΑΝΑΤΟΛΗΝ ΕΙΣ ΣΥΝΑΓΕΡΜΟΝ Η ΑΜΕΡΙΚΑΝΙΚΗ ΠΟΛΙΣ ΑΚΡΟΝ ΣΥΝΕΠΕΙΑ ΣΕΙΡΑΣ ΒΙΑΙΟΤΗΤΩΝ ΤΩΝ ΝΕΓΡΩΝ ΑΚΡΟΝ, Όχάιο, 18. (Ρόυτερ). Η πόλις Άκρον ετέθη εις συναγερμόν. ΑΛΛΑ ΕΠΕΙΣΟΔΙΑ ΕΞΑΙΡΕΤΑΙ ΥΠΟ ΙΤΑΛΙΚΟΥ ΠΡΑΚΤΟΡΕΙΟΥ Η ΠΡΟΟΔΟΣ ΤΗΣ ΟΙΚΟΝΟΜΙΑΣ ΤΗΣ ΕΛΛΑΔΟΣ ΡΩΜΗ, 18. (Ασσ. Πρές). Το ιταλικόν πρακτορείον εξαίρει την πρόοδον της ελληνικής οικονομίας. ΑΝΗΣΥΧΕΙ ΖΩΗΡΩΣ Ο ΠΑΚΙΣΤΑΝΟΣ ΠΡΟΕΔΡΟΣ ΕΚ ΤΗΣ ΣΤΡΑΤΙΩΤΙΚΗΣ ΙΣΧΥΟΣ ΤΗΣ ΙΝΔΙΑΣ ΚΑΡΑΤΣΙ, Πακιστάν, 18. (Ασσ. Πρές). Ο πρόεδρος του Πακιστάν ανησυχεί δια την στρατιωτικήν ισχύν της Ινδίας. bbox=[1198, 6, 1558, 2319]
subheadline-graduates: Ο ΑΝΤΙΒΑΣΙΛΕΥΣ ΘΑ ΑΠΟΝΕΙΜΗ ΠΤΥΧΙΑ ΕΙΣ ΕΜΠΟΡΟΠΛΟΙΑΡΧΟΥΣ bbox=[32, 116, 304, 143]
headline-akron: ΕΙΣ ΣΥΝΑΓΕΡΜΟΝ Η ΑΜΕΡΙΚΑΝΙΚΗ ΠΟΛΙΣ ΑΚΡΟΝ ΣΥΝΕΠΕΙΑ ΣΕΙΡΑΣ ΒΙΑΙΟΤΗΤΩΝ ΤΩΝ ΝΕΓΡΩΝ bbox=[1225, 510, 1531, 537]
article-body: ΑΘΗΝΑΙ, 18. Κατ' απόφασιν της αστυνομίας ορίζεται εκ περιτροπής αργία των περιπτέρων του Σιδηροκάστρου κατά τας Κυριακάς και εορτάς. Οι ιδιοκτήται θα ειδοποιηθούν εγκαίρως δια το πρόγραμμα της αργίας. Η απόφασις ισχύει από της προσεχούς εβδομάδος. bbox=[26, 332, 310, 366]
subheadline-monument: ΑΠΟΚΑΛΥΠΤΗΡΙΑ ΗΡΩΟΥ ΠΕΣΟΝΤΩΝ bbox=[347, 1819, 579, 1834]
subheadline-military-plane: ΤΟΝ ΑΝΑΜΕΝΕΙ ΣΤΡΑΤΙΩΤΙΚΟΝ ΑΕΡΟΠΛΑΝΟΝ bbox=[1236, 96, 1520, 111]
subheadline-kiosks: ΕΚ ΠΕΡΙΤΡΟΠΗΣ ΑΡΓΙΑ ΤΩΝ ΠΕΡΙΠΤΕΡΩΝ ΤΟΥ ΣΙΔΗΡΟΚΑΣΤΡΟΥ bbox=[38, 305, 298, 332]
divider bbox=[26, 112, 310, 113]
price-row bbox=[320, 178, 604, 187]
subheadline-other-incidents: ΑΛΛΑ ΕΠΕΙΣΟΔΙΑ bbox=[1331, 548, 1425, 561]
subheadline-economics: ΑΝΘΗΡΑ ΟΙΚΟΝΟΜΙΚΑ bbox=[695, 571, 819, 584]
wide-article-tobacco-exports: ΑΙ ΕΞΑΓΩΓΑΙ ΚΑΠΝΩΝ ΠΑΛΑΙΩΝ ΕΣΟΔΕΙΩΝ ΑΠΟ ΤΟΥ ΙΟΥΛΙΟΥ 1967 ΜΕΧΡΙΣ ΙΟΥΝΙΟΥ 1968 ΑΘΗΝΑΙ, 18. Κατά την περίοδον από Ιουλίου 1967 μέχρι Ιουνίου 1968 αι εξαγωγαί καπνών παλαιών εσοδειών ανήλθον εις 20.093.089 κιλά αξίας 255.833.000 δραχμών. Κατά χώρας προορισμού αι εξαγωγαί έχουν ως εξής: Αμερική 5.102.000, Δ. Γερμανία 3.827.000, Ιταλία 2.545.000, Γαλλία 1.945.000, Ολλανδία 1.238.000, Σουηδία 958.000 κιλά. Αι εξαγωγαί καπνών νέας εσοδείας κατά το αυτό διάστημα ανήλθον εις 12.547.000 κιλά. Το σύνολον των εξαγωγών παρουσιάζει αύξησιν έναντι της αντιστοίχου περιόδου του προηγουμένου έτους. Η Ελληνική Κυβέρνησις λαμβάνει μέτρα δια την περαιτέρω ενίσχυσιν των καπνοπαραγωγών. ΤΟ ΧΡΗΜΑΤΙΣΤΗΡΙΟΝ ΤΩΝ ΕΜΠΟΡΕΥΜΑΤΩΝ Αι τιμαί εις το Χρηματιστήριον Εμπορευμάτων διεμορφώθησαν ως εξής: Σίτος μαλακός 4,10-4,25, Σκληρός 4,45-4,60, Κριθή 3,35-3,40, Αραβόσιτος 3,65-3,70, Βρώμη 3,20-3,30. Ελαιόλαδον 1ης ποιότητος 32,50-33,00. Βάμβαξ εκκοκκισμένος 26,80-27,20. Σταφίς κορινθιακή 11,50-12,00. Σύκα ξηρά 8,40-8,90. Φασόλια 12,50-13,20. Ρύζι 8,10-8,60. Βούτυρον 75,00-78,00. Τυρί φέτα 38,00-40,00. Κασέρι 58,00-62,00. Δέρματα αγελαδινά 12,00-14,00, Αιγοπρόβεια 18,00-22,00, Μαλλί 32,00-36,00. Καφές Βραζιλίας 39,50-40,50. Ζάχαρις 11,20-11,60. Αλεύρι 5,10-5,30. Πίτυρα 2,85-2,95. Σανός 1,80-2,00. Άχυρο 0,90-1,10. Σακχαρότευτλα 0,78-0,82. Σησάμι 12,70-13,10. Λινέλαιον 24,50-25,50. Βαμβακέλαιον 19,80-20,20. Σόγια 14,60-15,00. Χαρούπια 3,30-3,50. Αμύγδαλα 42,00-44,00. bbox=[22, 1349, 610, 1517]
article-body: ΑΘΗΝΑΙ, 18. Εις το πολιτικόν γραφείον του πρωθυπουργού εγένοντο δεκτοί οι εκπρόσωποι των ομογενών οργανώσεων της Αμερικής και της Αυστραλίας. Εξέφρασαν τας ευχάς των προς τον πρόεδρον της κυβερνήσεως δια την επιτυχίαν του έργου του. Ο κ. πρωθυπουργός ηυχαρίστησε τους ομογενείς δια το ενδιαφέρον των και διεβεβαίωσεν ότι η κυβέρνησις θα συνεχίση την προσπάθειαν δια την ανόρθωσιν της χώρας. Ακολούθως ο κ. Γ. Αγγελής απήντησεν εις ερωτήσεις σχετικάς με τα θέματα των ομογενών. bbox=[26, 242, 310, 299]
wide-article-telegrams: ΚΑΙ ΑΛΛΑ ΣΥΓΧΑΡΗΤΗΡΙΑ ΤΗΛΕΓΡΑΦΗΜΑΤΑ ΑΠΕΣΤΑΛΗΣΑΝ ΠΡΟΣ ΤΟΝ ΠΡΩΘΥΠΟΥΡΓΟΝ ΔΙΑ ΤΟ ΝΕΟΝ ΣΧΕΔΙΟΝ ΤΟΥ ΣΥΝΤΑΓΜΑΤΟΣ ΑΘΗΝΑΙ, 18. Σύσσωμος ο ελληνικός λαός εκδηλώνει την ικανοποίησίν του δια το νέον σχέδιον του Συντάγματος. Ο πρωθυπουργός κ. Γ. Παπαδόπουλος εδέχθη πλήθος τηλεγραφημάτων εκ μέρους οργανώσεων, συλλόγων και ιδιωτών. Εις τα τηλεγραφήματα εκφράζεται η ευγνωμοσύνη του λαού δια την πρωτοβουλίαν της κυβερνήσεως να δώση εις την χώραν Σύνταγμα το οποίον θα εξασφαλίση την πρόοδον και την ευημερίαν. Μεταξύ των αποστειλάντων είναι οι δήμαρχοι και οι πρόεδροι κοινοτήτων πολλών περιοχών της χώρας. Ο συμβουλίου εργασίας εβεβαίωσεν ότι το νέον Σύνταγμα αποτελεί ορόσημον εις την ιστορίαν του τόπου. Τας ευχαριστίας των εξέφρασαν επίσης οι εκπρόσωποι των επαγγελματικών οργανώσεων και των εμπορικών επιμελητηρίων. Εις ένα εκ των τηλεγραφημάτων αναφέρεται: «Θερμά συγχαρητήρια δια το έργον σας το οποίον θα οδηγήση την Ελλάδα εις νέαν εποχήν». Ο πρωθυπουργός εδήλωσεν ότι η κυβέρνησις θα συνεχίση μετά ζήλου το έργον της, και ότι ο λαός καλείται να εκφέρη ελευθέρως την γνώμην του δια του δημοψηφίσματος. bbox=[22, 582, 610, 691]
page-number-badge: Σελίς 7 bbox=[1202, 8, 1329, 49]
column-4: ΠΡΟΚΕΙΤΑΙ ΝΑ ΕΠΕΚΤΑΘΗ Ο ΕΝΑΕΡΙΟΣ ΣΙΔΗΡΟΔΡΟΜΟΣ ΕΙΣ ΤΟ ΣΕΛΙ ΒΕΡΜΙΟΥ ΒΕΡΟΙΑ, 17. Κατόπιν ενεργειών του Νομάρχου Ημαθίας προκειται να επεκταθή ο εναέριος σιδηρόδρομος εις το Σέλι Βερμίου. Η δαπάνη του έργου υπολογίζεται εις 6.000.000 δραχμών. ΕΙΣ 3.000.000 ΔΡΑΧΜΩΝ ΑΝΗΛΘΟΝ ΤΕΛΙΚΩΣ ΑΙ ΖΗΜΙΑΙ ΕΚ ΠΥΡΚΑΓΙΑΣ ΕΙΣ ΜΑΝΔΡΑΝ ΑΤΤΙΚΗΣ ΑΘΗΝΑΙ, 18. Αι ζημίαι εκ της πυρκαγιάς εις Μάνδραν Αττικής ανήλθον τελικώς εις 3.000.000 δραχμών. ΑΓΓΛΟΣ ΒΟΥΛΕΥΤΗΣ ΕΠΕΣΚΕΦΘΗ ΤΟΝ κ. ΣΤΑΜΑΤΟΠΟΥΛΟΝ ΑΘΗΝΑΙ, 18. Ο Άγγλος βουλευτής επεσκέφθη τον υφυπουργόν κ. Σταματόπουλον. Ο ΔΙΑΓΩΝΙΣΜΟΣ ΠΡΟΜΗΘΕΙΑΣ ΥΓΡΑΕΡΙΩΝ ΥΠΟ ΤΟΥ ΔΗΜΟΣΙΟΥ ΑΘΗΝΑΙ, 18. Προκηρύσσεται διαγωνισμός δια την προμήθειαν υγραερίων. ΕΥΧΑΡΙΣΤΟΥΝ ΤΟΝ ΥΠΟΥΡΓΟΝ ΣΥΝΤΟΝΙΣΜΟΥ ΑΘΗΝΑΙ, 18. Οι κάτοικοι ευχαριστούν τον υπουργόν Συντονισμού. ΕΠΕΡΑΤΩΘΗ ΥΠΟ ΤΟΥ ΕΟΚ Η ΣΥΓΚΕΝΤΡΩΣΙΣ ΚΑΠΝΩΝ ΤΟΥ ΝΟΜΟΥ ΠΙΕΡΙΑΣ ΚΑΤΕΡΙΝΗ, 18. Επερατώθη η συγκέντρωσις των καπνών του νομού Πιερίας. Ο κ. ΣΤΑΜΑΤΟΠΟΥΛΟΣ ΕΔΕΧΘΗ ΚΑΘΗΓΗΤΑΣ ΑΘΗΝΑΙ, 18. Ο κ. Σταματόπουλος εδέχθη καθηγητάς του Πανεπιστημίου. ΑΝΕΛΑΒΕ ΚΑΘΗΚΟΝΤΑ Ο ΝΕΟΣ ΝΟΜΑΡΧΗΣ ΠΙΕΡΙΑΣ ΚΑΤΕΡΙΝΗ, 18. Ανέλαβε καθήκοντα ο νέος νομάρχης Πιερίας. ΕΥΧΑΡΙΣΤΟΥΝ ΤΗΝ ΚΥΒΕΡΝΗΣΙΝ ΚΟΜΟΤΗΝΗ, 18. Οι κάτοικοι ευχαριστούν την κυβέρνησιν. ΠΡΟΑΓΩΓΑΙ ΥΠΑΛΛΗΛΩΝ ΤΟΥ ΠΑΝΕΠΙΣΤΗΜΙΟΥ ΑΘΗΝΑΙ, 18. Προήχθησαν υπάλληλοι του Πανεπιστημίου. ΕΙΣΑΓΩΓΗ ΖΑΧΑΡΕΩΣ ΔΙΑ ΜΟΝΑΣ ΤΟΥ ΑΘΩ ΑΘΗΝΑΙ, 18. Εγκρίνεται η εισαγωγή ζαχάρεως δια τας μονάς του Άθω. Η ΠΕΡΙΘΑΛΨΙΣ ΑΝΑΠΗΡΩΝ ΕΙΡΗΝΙΚΗΣ ΠΕΡΙΟΔΟΥ ΑΘΗΝΑΙ, 18. Ρυθμίζεται η περίθαλψις αναπήρων ειρηνικής περιόδου. ΜΝΗΜΟΣΥΝΟΝ ΣΦΑΓΙΑΣΘΕΝΤΩΝ ΑΘΗΝΑΙ, 18. Θα τελεσθή μνημόσυνον των σφαγιασθέντων. ΗΡΝΗΘΗ ΝΑ ΕΠΙΣΤΡΕΨΗ ΠΡΟΙΚΑ 200.000 ΔΡΑΧ. ΑΘΗΝΑΙ, 18. Ηρνήθη να επιστρέψη προίκα 200.000 δραχμών. bbox=[904, 6, 1198, 2319]
gold-price-table bbox=[320, 125, 604, 196]
headline-traffic-accidents: ΔΥΟ ΟΙ ΝΕΚΡΟΙ ΚΑΙ ΔΥΟ ΟΙ ΤΡΑΥΜΑΤΙΑΙ ΕΚ ΔΙΑΦΟΡΩΝ ΤΡΟΧΑΙΩΝ ΔΥΣΤΥΧΗΜΑΤΩΝ bbox=[625, 735, 889, 763]
lead-headline: ΚΡΙΤΙΚΗΝ ΑΣΚΗΣΕΩΣ ΠΟΛΙΤΙΚΗΣ ΚΙΝΗΤΟΠΟΙΗΣΕΩΣ ΠΑΡΗΚΟΛΟΥΘΗΣΑΝ Ο ΠΡΩΘΥΠΟΥΡΓΟΣ κ. ΠΑΠΑΔΟΠΟΥΛΟΣ ΜΕΛΗ ΤΗΣ ΚΥΒΕΡΝΗΣΕΩΣ ΚΑΙ ΟΙ ΑΡΧΗΓΟΙ ΕΠΙΤΕΛΕΙΩΝ bbox=[26, 6, 310, 108]
headline-european-press: ΕΦΗΜΕΡΙΔΕΣ ΤΗΣ ΕΥΡΩΠΗΣ ΚΑΙ ΤΩΝ ΗΝΩΜ. ΠΟΛΙΤΕΙΩΝ ΕΠΙΚΡΟΤΟΥΝ ΤΑ ΛΗΦΘΕΝΤΑ ΕΙΣ ΤΗΝ ΕΛΛΑΔΑ ΜΕΤΡΑ ΔΙΑ ΤΗΝ ΑΝΑΠΤΥΞΙΝ ΤΗΣ ΙΔΙΩΤΙΚΗΣ ΠΡΩΤΟΒΟΥΛΙΑΣ bbox=[614, 6, 898, 63]
subheadline-dutch-scientist: ΘΑΝΑΤΟΣ ΕΞΕΧΟΝΤΟΣ ΟΛΛΑΝΔΟΥ ΕΠΙΣΤΗΜΟΝΟΣ bbox=[1394, 172, 1541, 195]
subheadline-expatriates: ΕΥΧΑΙ ΟΜΟΓΕΝΩΝ ΠΡΟΣ ΤΟΝ ΠΡΟΕΔΡΟΝ ΤΗΣ ΚΥΒΕΡΝΗΣΕΩΣ bbox=[38, 215, 298, 242]
